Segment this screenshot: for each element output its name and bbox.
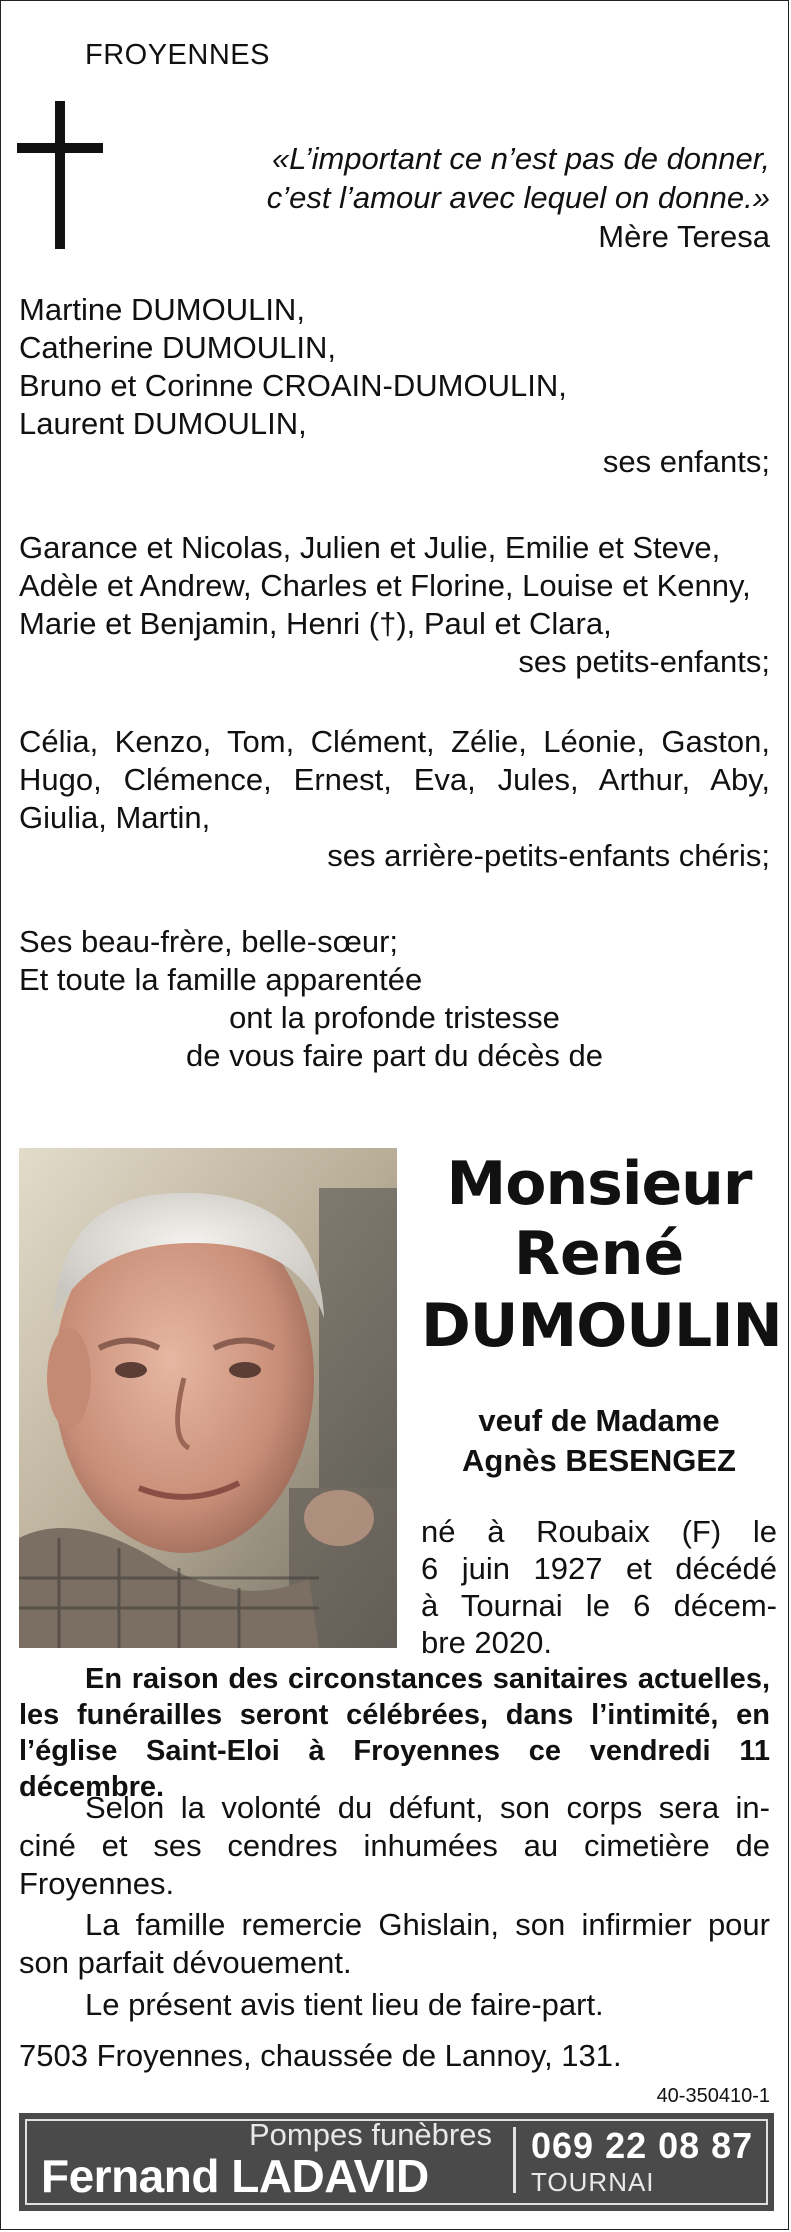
funeral-line: l’église Saint-Eloi à Froyennes ce vendredi 11 décembre.	[19, 1735, 770, 1803]
funeral-home-banner	[19, 2113, 774, 2211]
child-name: Martine DUMOULIN,	[19, 292, 305, 327]
family-line: Et toute la famille apparentée	[19, 962, 423, 997]
great-grandchildren-relation: ses arrière-petits-enfants chéris;	[327, 838, 770, 873]
deceased-first-name: René	[513, 1219, 685, 1289]
child-name: Catherine DUMOULIN,	[19, 330, 336, 365]
widow-line: veuf de Madame	[478, 1403, 720, 1438]
city-heading: FROYENNES	[85, 39, 270, 71]
quote-line: «L’important ce n’est pas de donner,	[271, 141, 770, 176]
cross-icon	[17, 101, 103, 249]
reference-number: 40-350410-1	[656, 2085, 770, 2107]
birth-line: bre 2020.	[421, 1625, 552, 1660]
child-name: Bruno et Corinne CROAIN-DUMOULIN,	[19, 368, 567, 403]
grandchildren-line: Garance et Nicolas, Julien et Julie, Emilie et Steve,	[19, 530, 721, 565]
quote-line: c’est l’amour avec lequel on donne.»	[266, 180, 770, 215]
wish-line: Selon la volonté du défunt, son corps sera in-	[85, 1790, 770, 1825]
quote-block	[150, 139, 770, 256]
children-relation: ses enfants;	[602, 444, 770, 479]
announce-line: de vous faire part du décès de	[185, 1038, 604, 1073]
notice-line: Le présent avis tient lieu de faire-part.	[85, 1987, 604, 2022]
birth-line: 6 juin 1927 et décédé	[421, 1551, 777, 1586]
banner-phone[interactable]: 069 22 08 87	[531, 2125, 754, 2166]
banner-brand: Fernand LADAVID	[41, 2150, 429, 2202]
children-list	[19, 291, 770, 481]
widow-block	[421, 1401, 777, 1481]
widow-line: Agnès BESENGEZ	[462, 1443, 736, 1478]
birth-line: né à Roubaix (F) le	[421, 1514, 777, 1549]
grandchildren-list	[19, 529, 770, 681]
wish-line: ciné et ses cendres inhumées au cimetière de	[19, 1828, 770, 1863]
great-grandchildren-line: Célia, Kenzo, Tom, Clément, Zélie, Léonie, Gaston,	[19, 724, 770, 759]
wish-line: Froyennes.	[19, 1866, 175, 1901]
great-grandchildren-line: Hugo, Clémence, Ernest, Eva, Jules, Arthur, Aby,	[19, 762, 770, 797]
family-block	[19, 923, 770, 1075]
notice-paragraph	[19, 1986, 770, 2024]
child-name: Laurent DUMOULIN,	[19, 406, 307, 441]
grandchildren-line: Marie et Benjamin, Henri (†), Paul et Clara,	[19, 606, 612, 641]
quote-author: Mère Teresa	[598, 219, 770, 254]
thanks-line: La famille remercie Ghislain, son infirmier pour	[85, 1907, 770, 1942]
wish-paragraph	[19, 1789, 770, 1903]
grandchildren-relation: ses petits-enfants;	[518, 644, 770, 679]
great-grandchildren-list	[19, 723, 770, 875]
birth-line: à Tournai le 6 décem-	[421, 1588, 777, 1623]
thanks-paragraph	[19, 1906, 770, 1982]
thanks-line: son parfait dévouement.	[19, 1945, 352, 1980]
family-line: Ses beau-frère, belle-sœur;	[19, 924, 399, 959]
great-grandchildren-line: Giulia, Martin,	[19, 800, 211, 835]
grandchildren-line: Adèle et Andrew, Charles et Florine, Louise et Kenny,	[19, 568, 751, 603]
funeral-line: En raison des circonstances sanitaires actuelles,	[85, 1663, 770, 1695]
banner-subtitle: Pompes funèbres	[249, 2117, 492, 2152]
funeral-line: les funérailles seront célébrées, dans l’intimité, en	[19, 1699, 770, 1731]
portrait-photo	[19, 1148, 397, 1648]
deceased-title: Monsieur	[446, 1149, 752, 1219]
birth-death-block	[421, 1513, 777, 1661]
banner-divider	[513, 2127, 516, 2193]
portrait-image	[19, 1148, 397, 1648]
funeral-notice	[19, 1661, 770, 1805]
address: 7503 Froyennes, chaussée de Lannoy, 131.	[19, 2038, 622, 2073]
deceased-last-name: DUMOULIN	[421, 1291, 782, 1361]
announce-line: ont la profonde tristesse	[229, 1000, 560, 1035]
banner-place: TOURNAI	[531, 2167, 655, 2197]
